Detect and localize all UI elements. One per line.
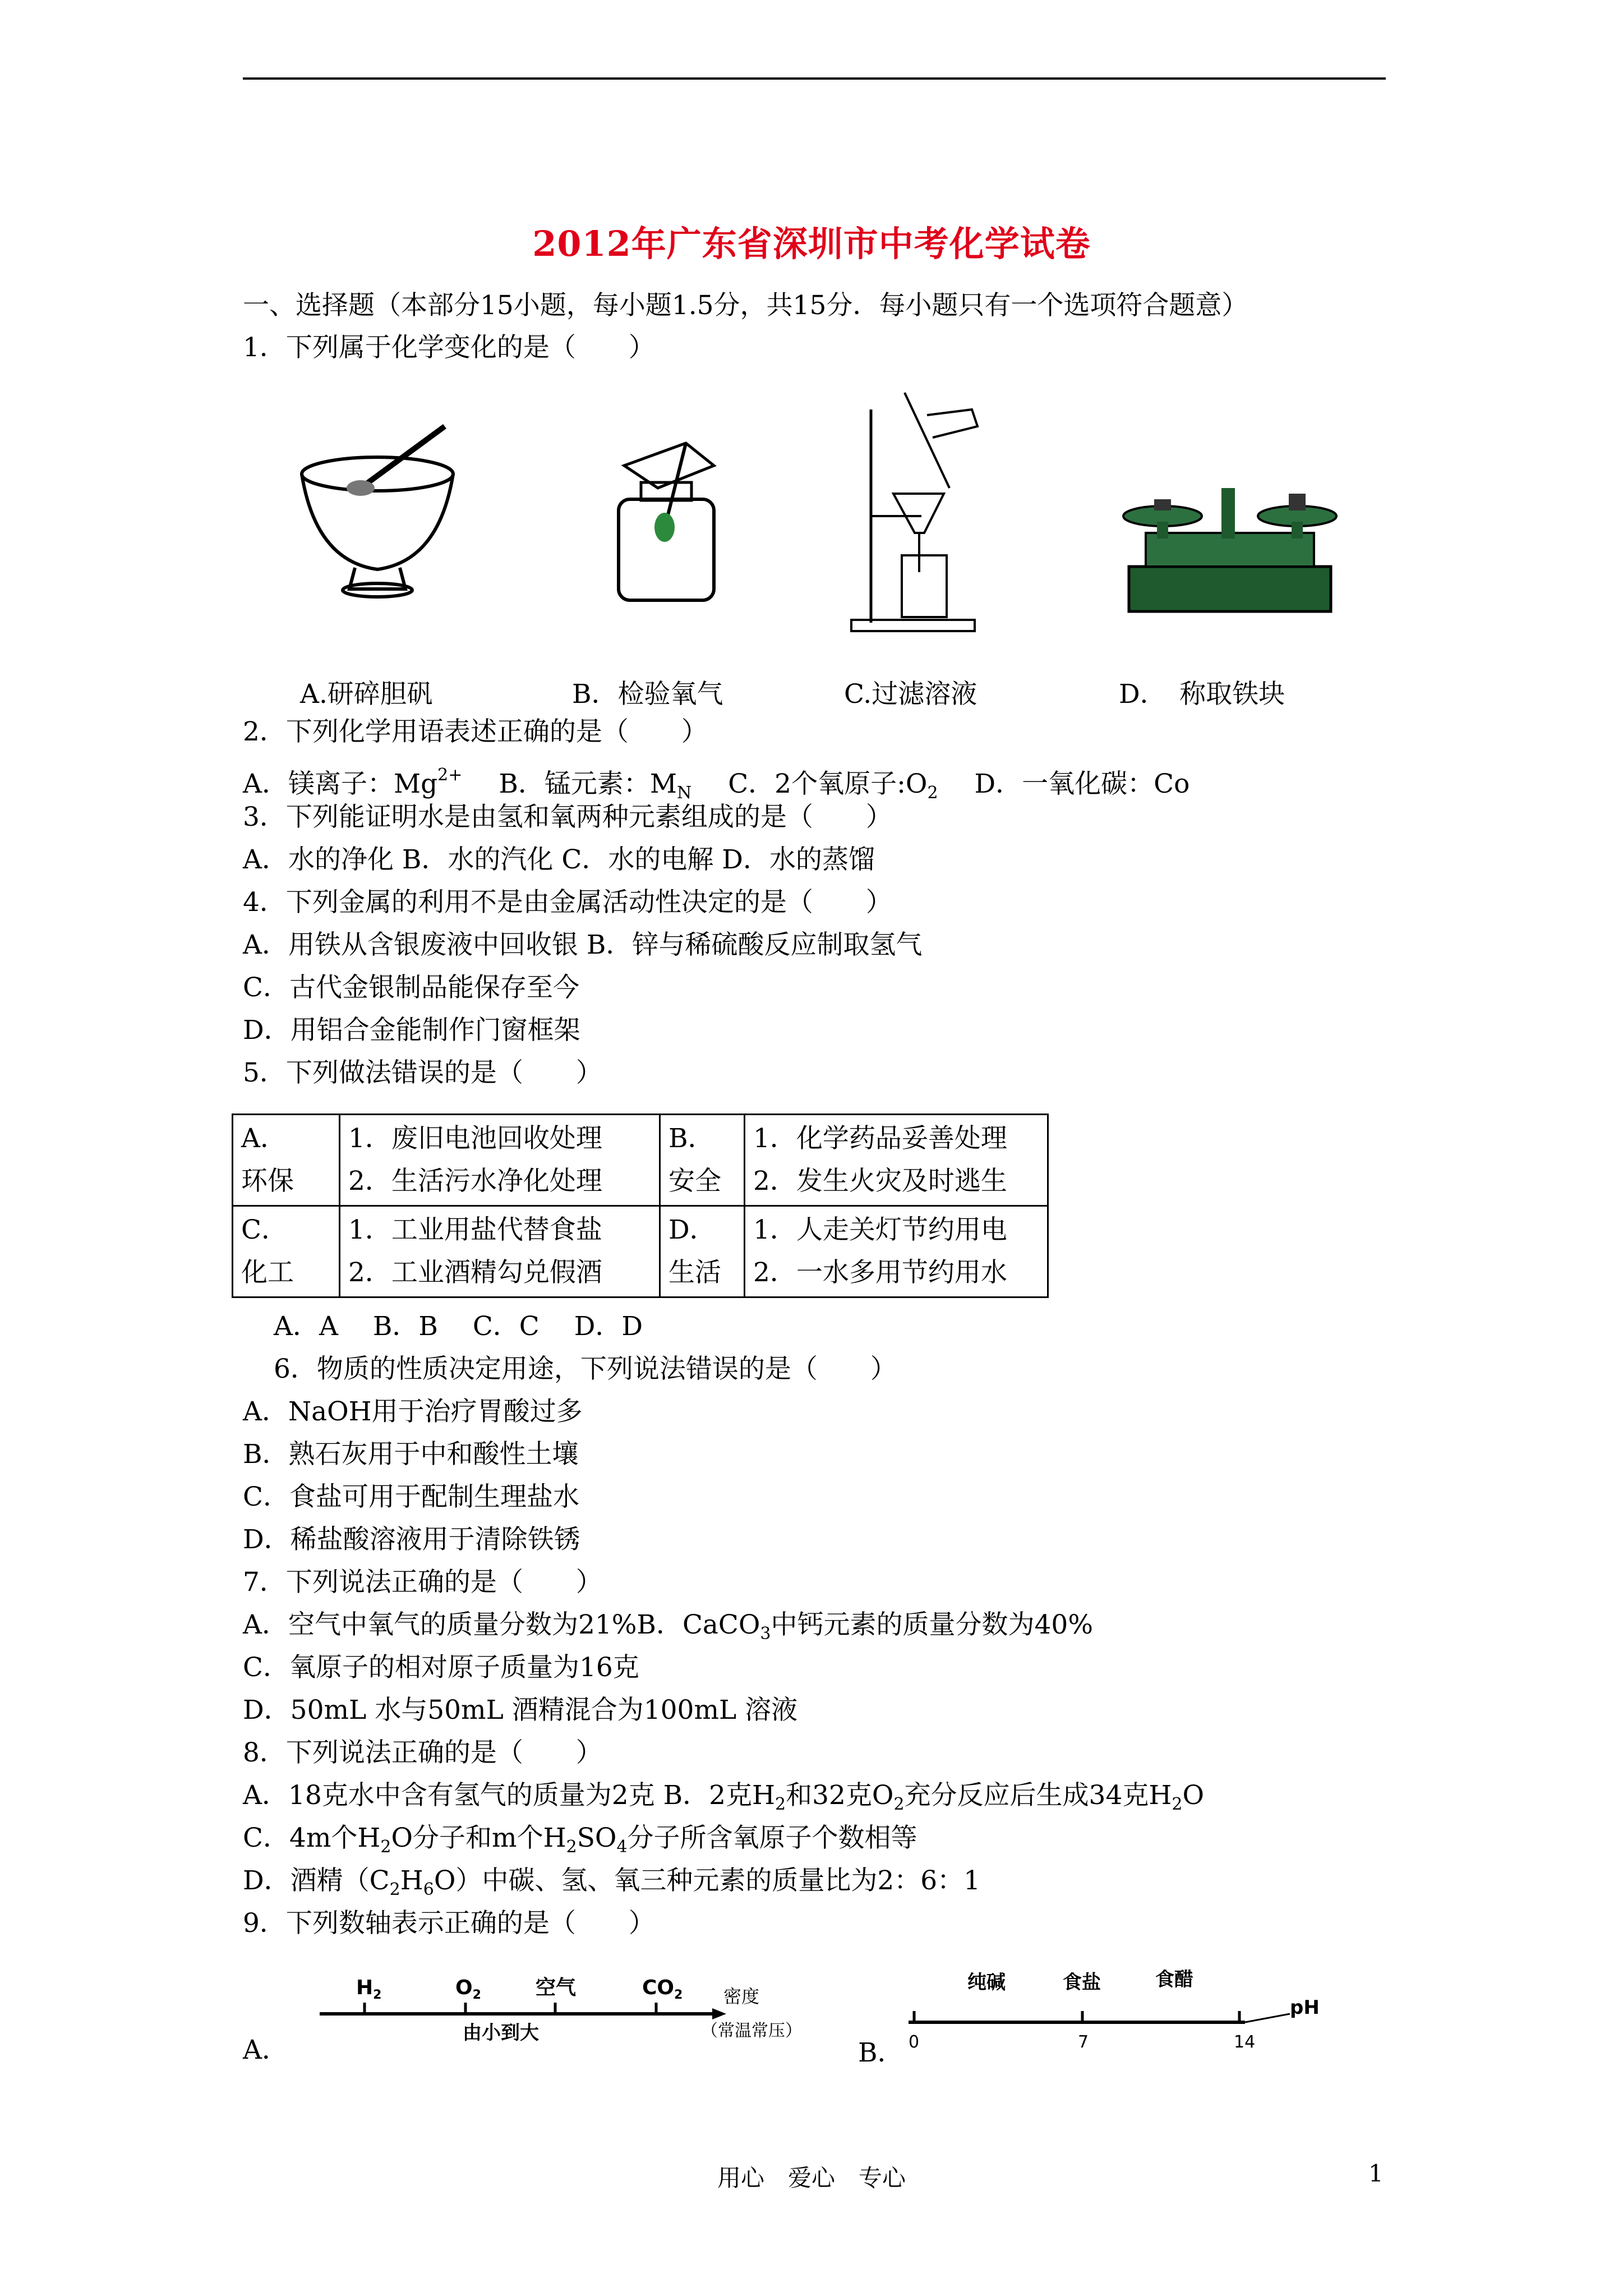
q2-option-d: D．一氧化碳：Co (974, 769, 1190, 799)
q9-stem: 9．下列数轴表示正确的是（ ） (243, 1908, 655, 1939)
subscript: 2 (775, 1795, 786, 1814)
text: 充分反应后生成34克H (904, 1780, 1172, 1811)
q2-option-b: B．锰元素：M (499, 769, 677, 799)
q2-option-a: A．镁离子：Mg (243, 769, 438, 799)
subscript: 6 (423, 1880, 434, 1899)
q7-stem: 7．下列说法正确的是（ ） (243, 1567, 602, 1598)
table-cell: D． 生活 (660, 1206, 745, 1297)
axis-b-end-label: pH (1290, 1996, 1320, 2019)
section-heading: 一、选择题（本部分15小题，每小题1.5分，共15分．每小题只有一个选项符合题意） (243, 290, 1248, 321)
table-cell: 1．化学药品妥善处理 2．发生火灾及时逃生 (745, 1115, 1048, 1206)
table-cell: 1．工业用盐代替食盐 2．工业酒精勾兑假酒 (340, 1206, 660, 1297)
axis-b-number: 7 (1078, 2032, 1089, 2052)
q3-stem: 3．下列能证明水是由氢和氧两种元素组成的是（ ） (243, 802, 892, 832)
subscript: 2 (1172, 1795, 1183, 1814)
q1-caption-b: B．检验氧气 (572, 679, 723, 710)
q9-label-a: A． (243, 2035, 288, 2065)
q9-axis-b (897, 1958, 1357, 2059)
q6-option-b: B．熟石灰用于中和酸性土壤 (243, 1439, 579, 1470)
q4-option-c: C．古代金银制品能保存至今 (243, 972, 579, 1003)
q8-option-ab (243, 1779, 1204, 1821)
axis-a-tick-label: $CO_2$ (642, 1976, 683, 2002)
axis-a-arrow-note: （常温常压） (701, 2021, 802, 2041)
axis-a-tick-label: $H_2$ (356, 1976, 382, 2002)
axis-a-under-label: 由小到大 (463, 2022, 539, 2044)
table-cell: B． 安全 (660, 1115, 745, 1206)
subscript: 2 (566, 1837, 577, 1857)
axis-b-top-label: 食盐 (1063, 1971, 1101, 1994)
text: 分子所含氧原子个数相等 (627, 1823, 917, 1853)
table-row (233, 1115, 1048, 1206)
q6-option-d: D．稀盐酸溶液用于清除铁锈 (243, 1524, 580, 1555)
q4-option-ab: A．用铁从含银废液中回收银 B．锌与稀硫酸反应制取氢气 (243, 930, 923, 960)
text: A．18克水中含有氢气的质量为2克 B．2克H (243, 1780, 776, 1811)
q2-option-c: C．2个氧原子:O (728, 769, 928, 799)
text: SO (577, 1823, 617, 1853)
axis-a-tick-label: $O_2$ (455, 1976, 481, 2002)
q1-caption-c: C.过滤溶液 (844, 679, 978, 710)
axis-b-number: 14 (1234, 2032, 1256, 2052)
q8-stem: 8．下列说法正确的是（ ） (243, 1737, 602, 1768)
subscript: 4 (616, 1837, 628, 1857)
text: O分子和m个H (391, 1823, 566, 1853)
page-number: 1 (1368, 2160, 1384, 2187)
subscript: N (677, 783, 692, 803)
q8-option-d (243, 1864, 980, 1907)
q1-stem: 1．下列属于化学变化的是（ ） (243, 332, 655, 363)
page-footer: 用心 爱心 专心 (717, 2164, 906, 2192)
table-cell: 1．人走关灯节约用电 2．一水多用节约用水 (745, 1206, 1048, 1297)
subscript: 2 (389, 1880, 400, 1899)
q5-table (232, 1114, 1049, 1298)
q6-option-a: A．NaOH用于治疗胃酸过多 (243, 1396, 583, 1427)
table-row (233, 1206, 1048, 1297)
q1-caption-d: D． 称取铁块 (1119, 679, 1285, 710)
axis-b-number: 0 (909, 2032, 920, 2052)
filtration-apparatus-image (849, 387, 1017, 639)
text: O）中碳、氢、氧三种元素的质量比为2：6：1 (434, 1865, 981, 1896)
paper-title: 2012年广东省深圳市中考化学试卷 (532, 223, 1091, 264)
axis-a-tick-label: 空气 (536, 1976, 577, 1999)
q2-stem: 2．下列化学用语表述正确的是（ ） (243, 716, 708, 747)
subscript: 3 (760, 1624, 771, 1644)
text: O (1182, 1780, 1204, 1811)
mortar-pestle-image (293, 421, 473, 606)
q7-option-c: C．氧原子的相对原子质量为16克 (243, 1652, 639, 1683)
axis-a-arrow-label: 密度 (723, 1986, 760, 2007)
q6-option-c: C．食盐可用于配制生理盐水 (243, 1481, 579, 1512)
subscript: 2 (893, 1795, 905, 1814)
q5-answers: A．A B．B C．C D．D (274, 1311, 643, 1342)
q1-figures (243, 387, 1386, 656)
q9-axis-a (314, 1961, 875, 2073)
gas-jar-image (602, 432, 748, 611)
table-cell: C． 化工 (233, 1206, 340, 1297)
axis-b-top-label: 纯碱 (967, 1971, 1006, 1994)
q9-label-b: B． (858, 2037, 904, 2068)
axis-b-top-label: 食醋 (1155, 1968, 1193, 1991)
text: D．酒精（C (243, 1865, 390, 1896)
q5-stem: 5．下列做法错误的是（ ） (243, 1057, 602, 1088)
q7-option-d: D．50mL 水与50mL 酒精混合为100mL 溶液 (243, 1695, 798, 1726)
q1-caption-a: A.研碎胆矾 (300, 679, 433, 710)
table-cell: 1．废旧电池回收处理 2．生活污水净化处理 (340, 1115, 660, 1206)
balance-scale-image (1112, 471, 1348, 617)
q7-option-ab-text: A．空气中氧气的质量分数为21%B．CaCO (243, 1609, 760, 1640)
text: 和32克O (786, 1780, 894, 1811)
q8-option-c (243, 1821, 917, 1864)
text: H (400, 1865, 423, 1896)
q4-option-d: D．用铝合金能制作门窗框架 (243, 1015, 580, 1046)
table-cell: A． 环保 (233, 1115, 340, 1206)
subscript: 2 (380, 1837, 391, 1857)
q7-option-ab-text-2: 中钙元素的质量分数为40% (771, 1609, 1093, 1640)
q3-options: A．水的净化 B．水的汽化 C．水的电解 D．水的蒸馏 (243, 844, 875, 875)
q6-stem: 6．物质的性质决定用途，下列说法错误的是（ ） (274, 1354, 897, 1384)
superscript: 2+ (437, 765, 463, 785)
header-rule (243, 77, 1386, 80)
q4-stem: 4．下列金属的利用不是由金属活动性决定的是（ ） (243, 887, 892, 918)
q7-option-ab (243, 1608, 1093, 1651)
text: C．4m个H (243, 1823, 381, 1853)
subscript: 2 (927, 783, 938, 803)
